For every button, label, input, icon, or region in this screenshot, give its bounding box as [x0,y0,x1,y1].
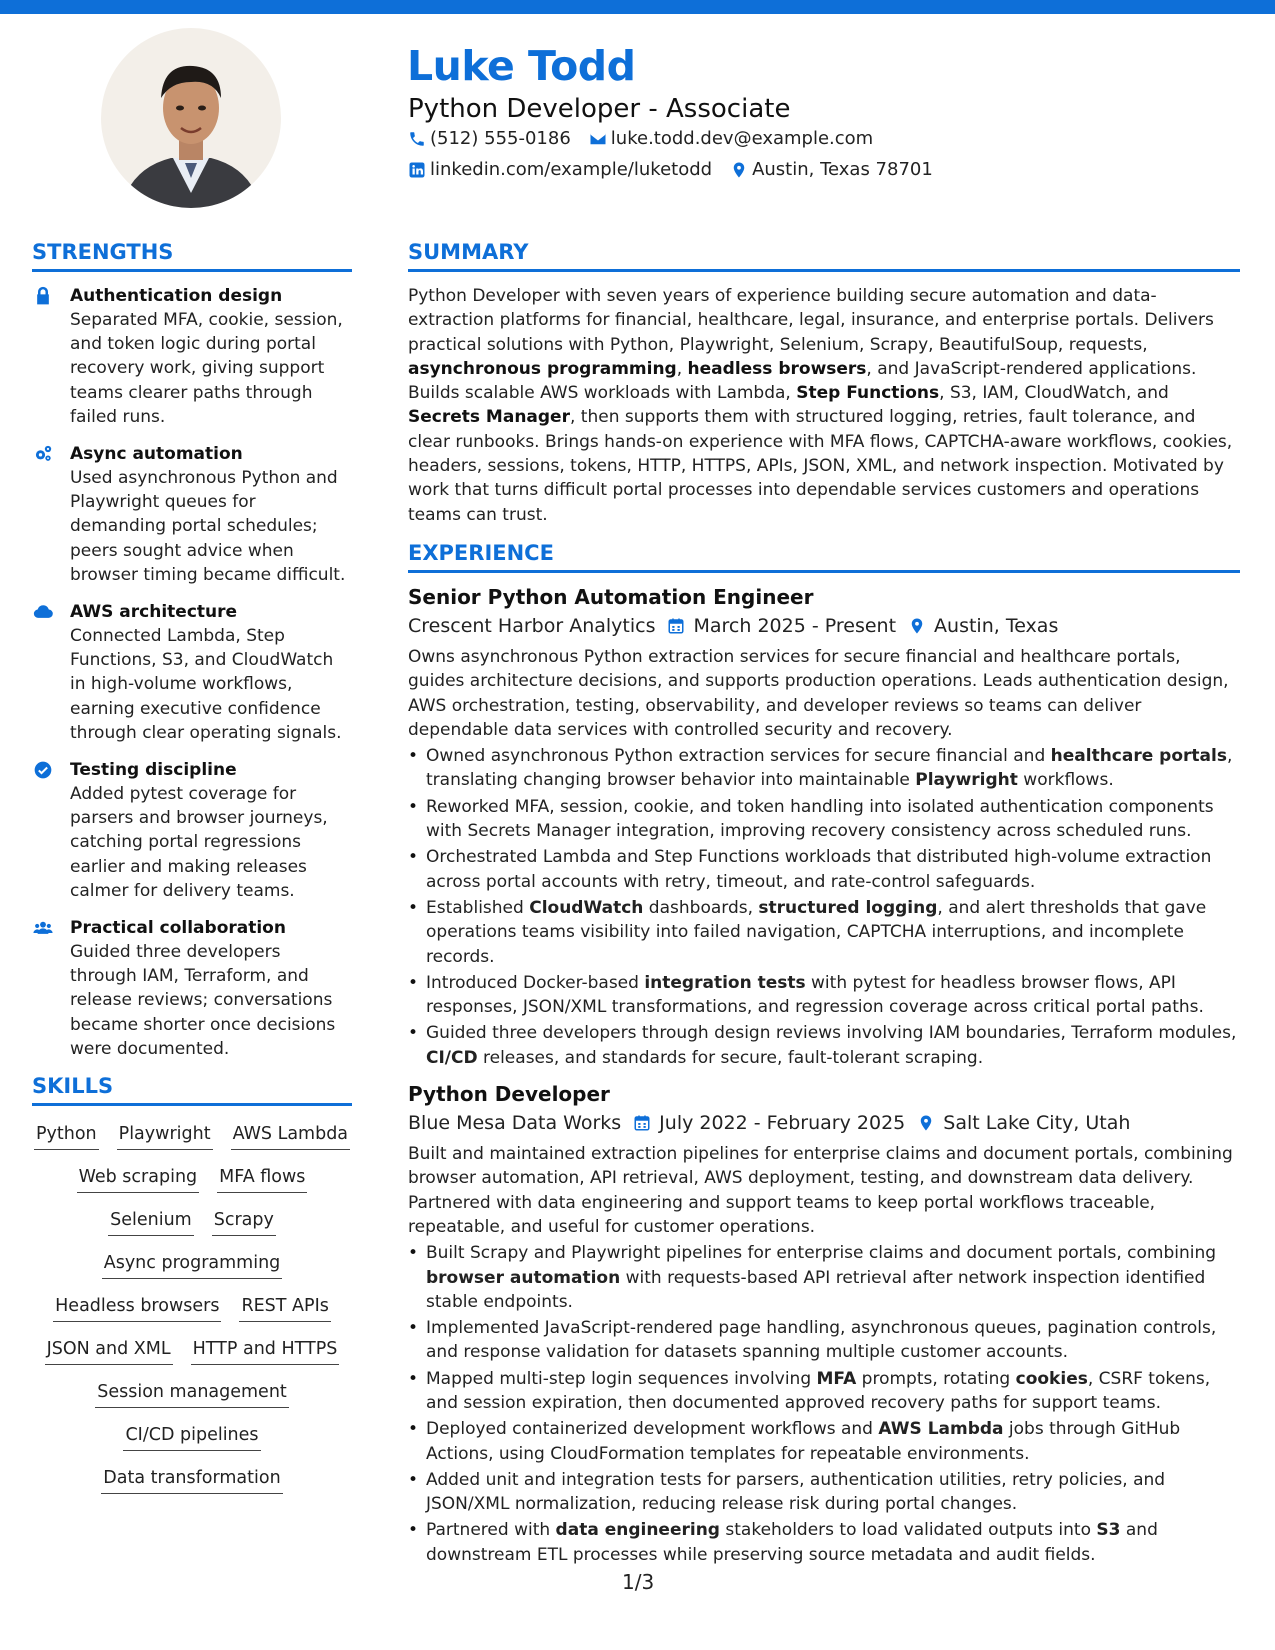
job-dates: March 2025 - Present [693,614,897,637]
candidate-role: Python Developer - Associate [408,94,791,124]
skill-row [32,1122,352,1150]
bullet-item [408,845,1240,894]
bullet-text: dashboards, [643,897,759,918]
skill-row [32,1423,352,1451]
bullet-text: Added unit and integration tests for parsers, authentication utilities, retry policies, and JSON/XML normalization, reducing release risk during portal changes. [426,1469,1166,1515]
job-title: Senior Python Automation Engineer [408,584,814,609]
job-company: Crescent Harbor Analytics [408,614,656,637]
top-accent-bar [0,0,1275,14]
check-circle-icon [32,760,54,780]
bullet-text: Introduced Docker-based [426,972,645,993]
strength-item [32,758,352,903]
strength-desc: Separated MFA, cookie, session, and token logic during portal recovery work, giving support teams clearer paths through failed runs. [70,310,343,427]
job-entry [408,1082,1240,1567]
location [730,159,933,180]
strength-item [32,916,352,1061]
job-location: Salt Lake City, Utah [943,1112,1131,1135]
bullet-item [408,1367,1240,1416]
summary-text [408,284,1240,527]
strength-title: Practical collaboration [70,918,286,939]
summary-text: Python Developer with seven years of experience building secure automation and data-extraction platforms for financial, healthcare, legal, insurance, and enterprise portals. Delivers practical solutions with Python, Playwright, Selenium, Scrapy, BeautifulSoup, requests, [408,286,1214,355]
skill-tag: Session management [95,1380,289,1408]
bullet-item [408,744,1240,793]
job-dates: July 2022 - February 2025 [659,1112,906,1135]
bullet-item [408,1316,1240,1365]
skill-row [32,1380,352,1408]
bullet-text: and downstream ETL processes while preserving source metadata and audit fields. [426,1520,1158,1565]
job-location: Austin, Texas [934,614,1059,637]
linkedin-icon [408,161,426,179]
bullet-text: , translating changing browser behavior into maintainable [426,746,1233,791]
skill-tag: JSON and XML [45,1337,173,1365]
job-meta [408,1112,1240,1134]
skill-tag: Scrapy [212,1208,276,1236]
summary-bold: headless browsers [687,358,867,379]
bullet-text: jobs through GitHub Actions, using CloudFormation templates for repeatable environments. [426,1419,1181,1464]
email[interactable] [589,128,873,149]
linkedin-text: linkedin.com/example/luketodd [430,159,713,180]
bullet-text: Reworked MFA, session, cookie, and token handling into isolated authentication components with Secrets Manager integration, improving recovery consistency across scheduled runs. [426,796,1214,842]
strength-item [32,442,352,587]
bullet-item [408,795,1240,844]
job-title: Python Developer [408,1082,610,1107]
job-bullets [408,744,1240,1070]
location-text: Austin, Texas 78701 [752,159,933,180]
bullet-item [408,1518,1240,1567]
job-company: Blue Mesa Data Works [408,1112,622,1135]
bullet-item [408,1417,1240,1466]
envelope-icon [589,130,607,148]
bullet-text: Orchestrated Lambda and Step Functions workloads that distributed high-volume extraction across portal accounts with retry, timeout, and rate-control safeguards. [426,847,1212,892]
linkedin[interactable] [408,159,712,180]
skill-tag: Selenium [108,1208,194,1236]
strength-title: Async automation [70,444,243,465]
job-entry [408,585,1240,1070]
bullet-text: Built Scrapy and Playwright pipelines for enterprise claims and document portals, combining [426,1243,1217,1264]
skill-tag: Web scraping [77,1165,200,1193]
skill-tag: Async programming [102,1251,283,1279]
bullet-text: workflows. [1017,770,1114,791]
email-text: luke.todd.dev@example.com [610,128,874,149]
bullet-text: with requests-based API retrieval after network inspection identified stable endpoints. [426,1267,1206,1312]
profile-photo [101,28,281,208]
map-pin-icon [908,617,926,635]
bullet-bold: MFA [816,1368,857,1389]
strength-item [32,600,352,745]
users-icon [32,918,54,938]
experience-heading: EXPERIENCE [408,541,1240,573]
summary-heading: SUMMARY [408,240,1240,272]
bullet-text: Owned asynchronous Python extraction services for secure financial and [426,746,1051,767]
gears-icon [32,444,54,464]
bullet-bold: data engineering [555,1520,720,1541]
skill-row [32,1165,352,1193]
bullet-bold: CI/CD [426,1047,478,1068]
bullet-bold: CloudWatch [529,897,644,918]
job-intro: Built and maintained extraction pipelines for enterprise claims and document portals, combining browser automation, API retrieval, AWS deployment, testing, and downstream data delivery. Partnered with data engineering and support teams to keep portal workflows traceable, repeatable, and useful for customer operations. [408,1144,1233,1237]
bullet-text: with pytest for headless browser flows, API responses, JSON/XML transformations, and regression coverage across critical portal paths. [426,972,1204,1018]
bullet-text: releases, and standards for secure, fault-tolerant scraping. [477,1047,984,1068]
bullet-item [408,1021,1240,1070]
phone-icon [408,130,426,148]
summary-bold: Secrets Manager [408,407,570,428]
skill-row [32,1337,352,1365]
skill-tag: REST APIs [239,1294,330,1322]
calendar-icon [633,1114,651,1132]
map-pin-icon [917,1114,935,1132]
strength-desc: Connected Lambda, Step Functions, S3, and CloudWatch in high-volume workflows, earning executive confidence through clear operating signals. [70,626,342,743]
page-number: 1/3 [622,1570,655,1594]
skill-row [32,1294,352,1322]
strength-title: AWS architecture [70,602,238,623]
skill-row [32,1251,352,1279]
bullet-bold: structured logging [758,897,938,918]
contact-row-1 [408,128,891,149]
summary-text: , S3, IAM, CloudWatch, and [939,383,1169,404]
summary-text: , [676,358,688,379]
bullet-item [408,896,1240,969]
skill-tag: HTTP and HTTPS [191,1337,340,1365]
bullet-item [408,971,1240,1020]
bullet-text: Established [426,897,530,918]
bullet-text: Mapped multi-step login sequences involving [426,1368,817,1389]
job-intro: Owns asynchronous Python extraction services for secure financial and healthcare portals, guides architecture decisions, and supports production operations. Leads authentication design, AWS orchestration, testing, observability, and developer reviews so teams can deliver dependable data services with controlled security and recovery. [408,646,1229,740]
candidate-name: Luke Todd [407,42,636,90]
job-bullets [408,1241,1240,1567]
skill-tag: Headless browsers [53,1294,221,1322]
job-meta [408,615,1240,637]
phone-text: (512) 555-0186 [430,128,571,149]
contact-row-2 [408,159,951,180]
bullet-bold: S3 [1096,1520,1121,1541]
calendar-icon [667,617,685,635]
strength-desc: Used asynchronous Python and Playwright queues for demanding portal schedules; peers sought advice when browser timing became difficult. [70,468,346,585]
bullet-bold: AWS Lambda [878,1419,1004,1440]
bullet-text: , CSRF tokens, and session expiration, then documented approved recovery paths for support teams. [426,1368,1211,1413]
bullet-bold: browser automation [426,1267,621,1288]
skill-tag: Python [34,1122,99,1150]
strength-item [32,284,352,429]
bullet-text: Guided three developers through design reviews involving IAM boundaries, Terraform modules, [426,1023,1237,1044]
bullet-text: Partnered with [426,1520,556,1541]
strength-title: Authentication design [70,286,283,306]
bullet-text: , and alert thresholds that gave operations teams visibility into failed navigation, CAPTCHA interruptions, and incomplete records. [426,897,1207,967]
right-column [408,240,1240,1579]
skill-tag: Data transformation [101,1466,282,1494]
skill-tag: Playwright [117,1122,213,1150]
summary-bold: Step Functions [796,383,940,404]
phone[interactable] [408,128,571,149]
strengths-heading: STRENGTHS [32,240,352,272]
strength-desc: Guided three developers through IAM, Terraform, and release reviews; conversations became shorter once decisions were documented. [70,942,336,1059]
bullet-bold: healthcare portals [1050,746,1227,767]
bullet-bold: integration tests [644,972,806,993]
bullet-text: Deployed containerized development workflows and [426,1419,879,1440]
bullet-bold: Playwright [915,770,1018,791]
skill-tag: AWS Lambda [231,1122,350,1150]
skill-tag: CI/CD pipelines [123,1423,260,1451]
bullet-text: stakeholders to load validated outputs into [719,1520,1097,1541]
summary-text: , then supports them with structured logging, retries, fault tolerance, and clear runbooks. Brings hands-on experience with MFA flows, CAPTCHA-aware workflows, cookies, headers, sessions, tokens, HTTP, HTTPS, APIs, JSON, XML, and network inspection. Motivated by work that turns difficult portal processes into dependable services customers and operations teams can trust. [408,407,1233,525]
skills-heading: SKILLS [32,1074,352,1106]
skills-list [32,1118,352,1494]
summary-bold: asynchronous programming [408,358,677,379]
strength-title: Testing discipline [70,760,237,781]
map-pin-icon [730,161,748,179]
bullet-item [408,1241,1240,1314]
bullet-bold: cookies [1015,1368,1088,1389]
skill-row [32,1466,352,1494]
lock-icon [32,286,54,306]
summary-text: , and JavaScript-rendered applications. Builds scalable AWS workloads with Lambda, [408,358,1197,404]
skill-row [32,1208,352,1236]
strength-desc: Added pytest coverage for parsers and browser journeys, catching portal regressions earlier and making releases calmer for delivery teams. [70,784,328,901]
left-column [32,240,352,1509]
cloud-icon [32,602,54,622]
skill-tag: MFA flows [217,1165,307,1193]
bullet-item [408,1468,1240,1517]
jobs-list [408,585,1240,1567]
bullet-text: prompts, rotating [856,1368,1016,1389]
bullet-text: Implemented JavaScript-rendered page handling, asynchronous queues, pagination controls, and response validation for datasets spanning multiple customer accounts. [426,1318,1217,1363]
